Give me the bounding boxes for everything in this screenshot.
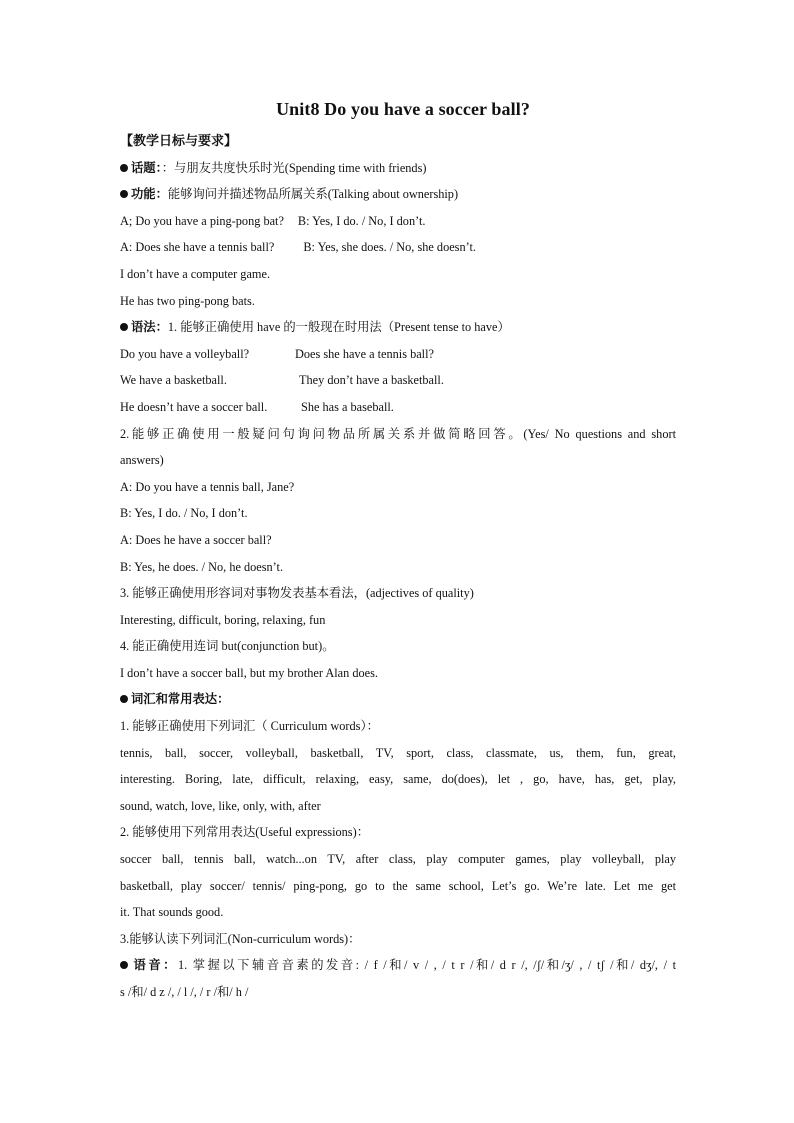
topic-label: 话题： [131, 160, 162, 175]
example-left: Do you have a volleyball? [120, 346, 250, 361]
function-sentence: I don’t have a computer game. [120, 266, 271, 281]
grammar-line [120, 314, 676, 341]
grammar2-line-continued: answers) [120, 453, 164, 468]
function-line [120, 181, 676, 208]
document-page [120, 96, 676, 1006]
phonetics-line-continued: s /和/ d z /, / l /, / r /和/ h / [120, 985, 249, 999]
vocab1-words: interesting. Boring, late, difficult, relaxing, easy, same, do(does), let , go, have, has, get, play, [120, 772, 676, 787]
bullet-icon [120, 190, 128, 198]
vocab3-line: 3.能够认读下列词汇(Non-curriculum words)： [120, 931, 361, 946]
topic-line [120, 155, 676, 182]
vocab1-words: sound, watch, love, like, only, with, after [120, 798, 321, 813]
vocab1-line: 1. 能够正确使用下列词汇（ Curriculum words）： [120, 719, 379, 734]
document-title: Unit8 Do you have a soccer ball? [276, 99, 530, 119]
grammar2-example: A: Do you have a tennis ball, Jane? [120, 479, 295, 494]
example-right: They don’t have a basketball. [299, 373, 444, 388]
topic-text: ：与朋友共度快乐时光(Spending time with friends) [161, 160, 427, 175]
grammar2-example: B: Yes, I do. / No, I don’t. [120, 506, 248, 521]
function-example [120, 234, 676, 261]
grammar-label: 语法： [131, 320, 168, 335]
bullet-icon [120, 695, 128, 703]
example-answer: B: Yes, I do. / No, I don’t. [297, 213, 426, 228]
example-right: She has a baseball. [301, 399, 394, 414]
example-left: We have a basketball. [120, 373, 227, 388]
vocab2-line: 2. 能够使用下列常用表达(Useful expressions)： [120, 825, 369, 840]
bullet-icon [120, 164, 128, 172]
vocab1-words: tennis, ball, soccer, volleyball, basketball, TV, sport, class, classmate, us, them, fun, great, [120, 745, 676, 760]
vocab-line [120, 686, 676, 713]
phonetics-line [120, 952, 676, 979]
section-heading: 【教学日标与要求】 [120, 133, 238, 148]
grammar2-example: A: Does he have a soccer ball? [120, 532, 272, 547]
phonetics-label: 语音： [131, 958, 178, 973]
bullet-icon [120, 323, 128, 331]
function-label: 功能： [131, 187, 168, 202]
grammar2-example: B: Yes, he does. / No, he doesn’t. [120, 559, 284, 574]
example-answer: B: Yes, she does. / No, she doesn’t. [303, 240, 476, 255]
vocab-label: 词汇和常用表达： [131, 692, 230, 707]
grammar2-line: 2.能够正确使用一般疑问句询问物品所属关系并做简略回答。(Yes/ No questions and short [120, 426, 676, 441]
function-sentence: He has two ping-pong bats. [120, 293, 255, 308]
example-left: He doesn’t have a soccer ball. [120, 399, 268, 414]
vocab2-words: basketball, play soccer/ tennis/ ping-pong, go to the same school, Let’s go. We’re late. Let me get [120, 878, 676, 893]
grammar-example [120, 367, 676, 394]
example-question: A: Does she have a tennis ball? [120, 240, 275, 255]
grammar-text: 1. 能够正确使用 have 的一般现在时用法（Present tense to have） [167, 320, 510, 335]
function-example [120, 208, 676, 235]
vocab2-words: it. That sounds good. [120, 905, 224, 920]
grammar-example [120, 341, 676, 368]
grammar3-line: 3. 能够正确使用形容词对事物发表基本看法，(adjectives of quality) [120, 586, 474, 601]
vocab2-words: soccer ball, tennis ball, watch...on TV, after class, play computer games, play volleyball, play [120, 852, 676, 867]
function-text: 能够询问并描述物品所属关系(Talking about ownership) [167, 187, 459, 202]
grammar-example [120, 394, 676, 421]
grammar4-example: I don’t have a soccer ball, but my brother Alan does. [120, 665, 378, 680]
phonetics-text: 1. 掌握以下辅音音素的发音: / f /和/ v / , / t r /和/ d r /, /ʃ/和/ʒ/ , / tʃ /和/ dʒ/, / t [177, 958, 676, 973]
example-question: A; Do you have a ping-pong bat? [120, 213, 284, 228]
grammar3-words: Interesting, difficult, boring, relaxing, fun [120, 612, 326, 627]
grammar4-line: 4. 能正确使用连词 but(conjunction but)。 [120, 639, 335, 654]
bullet-icon [120, 961, 128, 969]
example-right: Does she have a tennis ball? [295, 346, 434, 361]
